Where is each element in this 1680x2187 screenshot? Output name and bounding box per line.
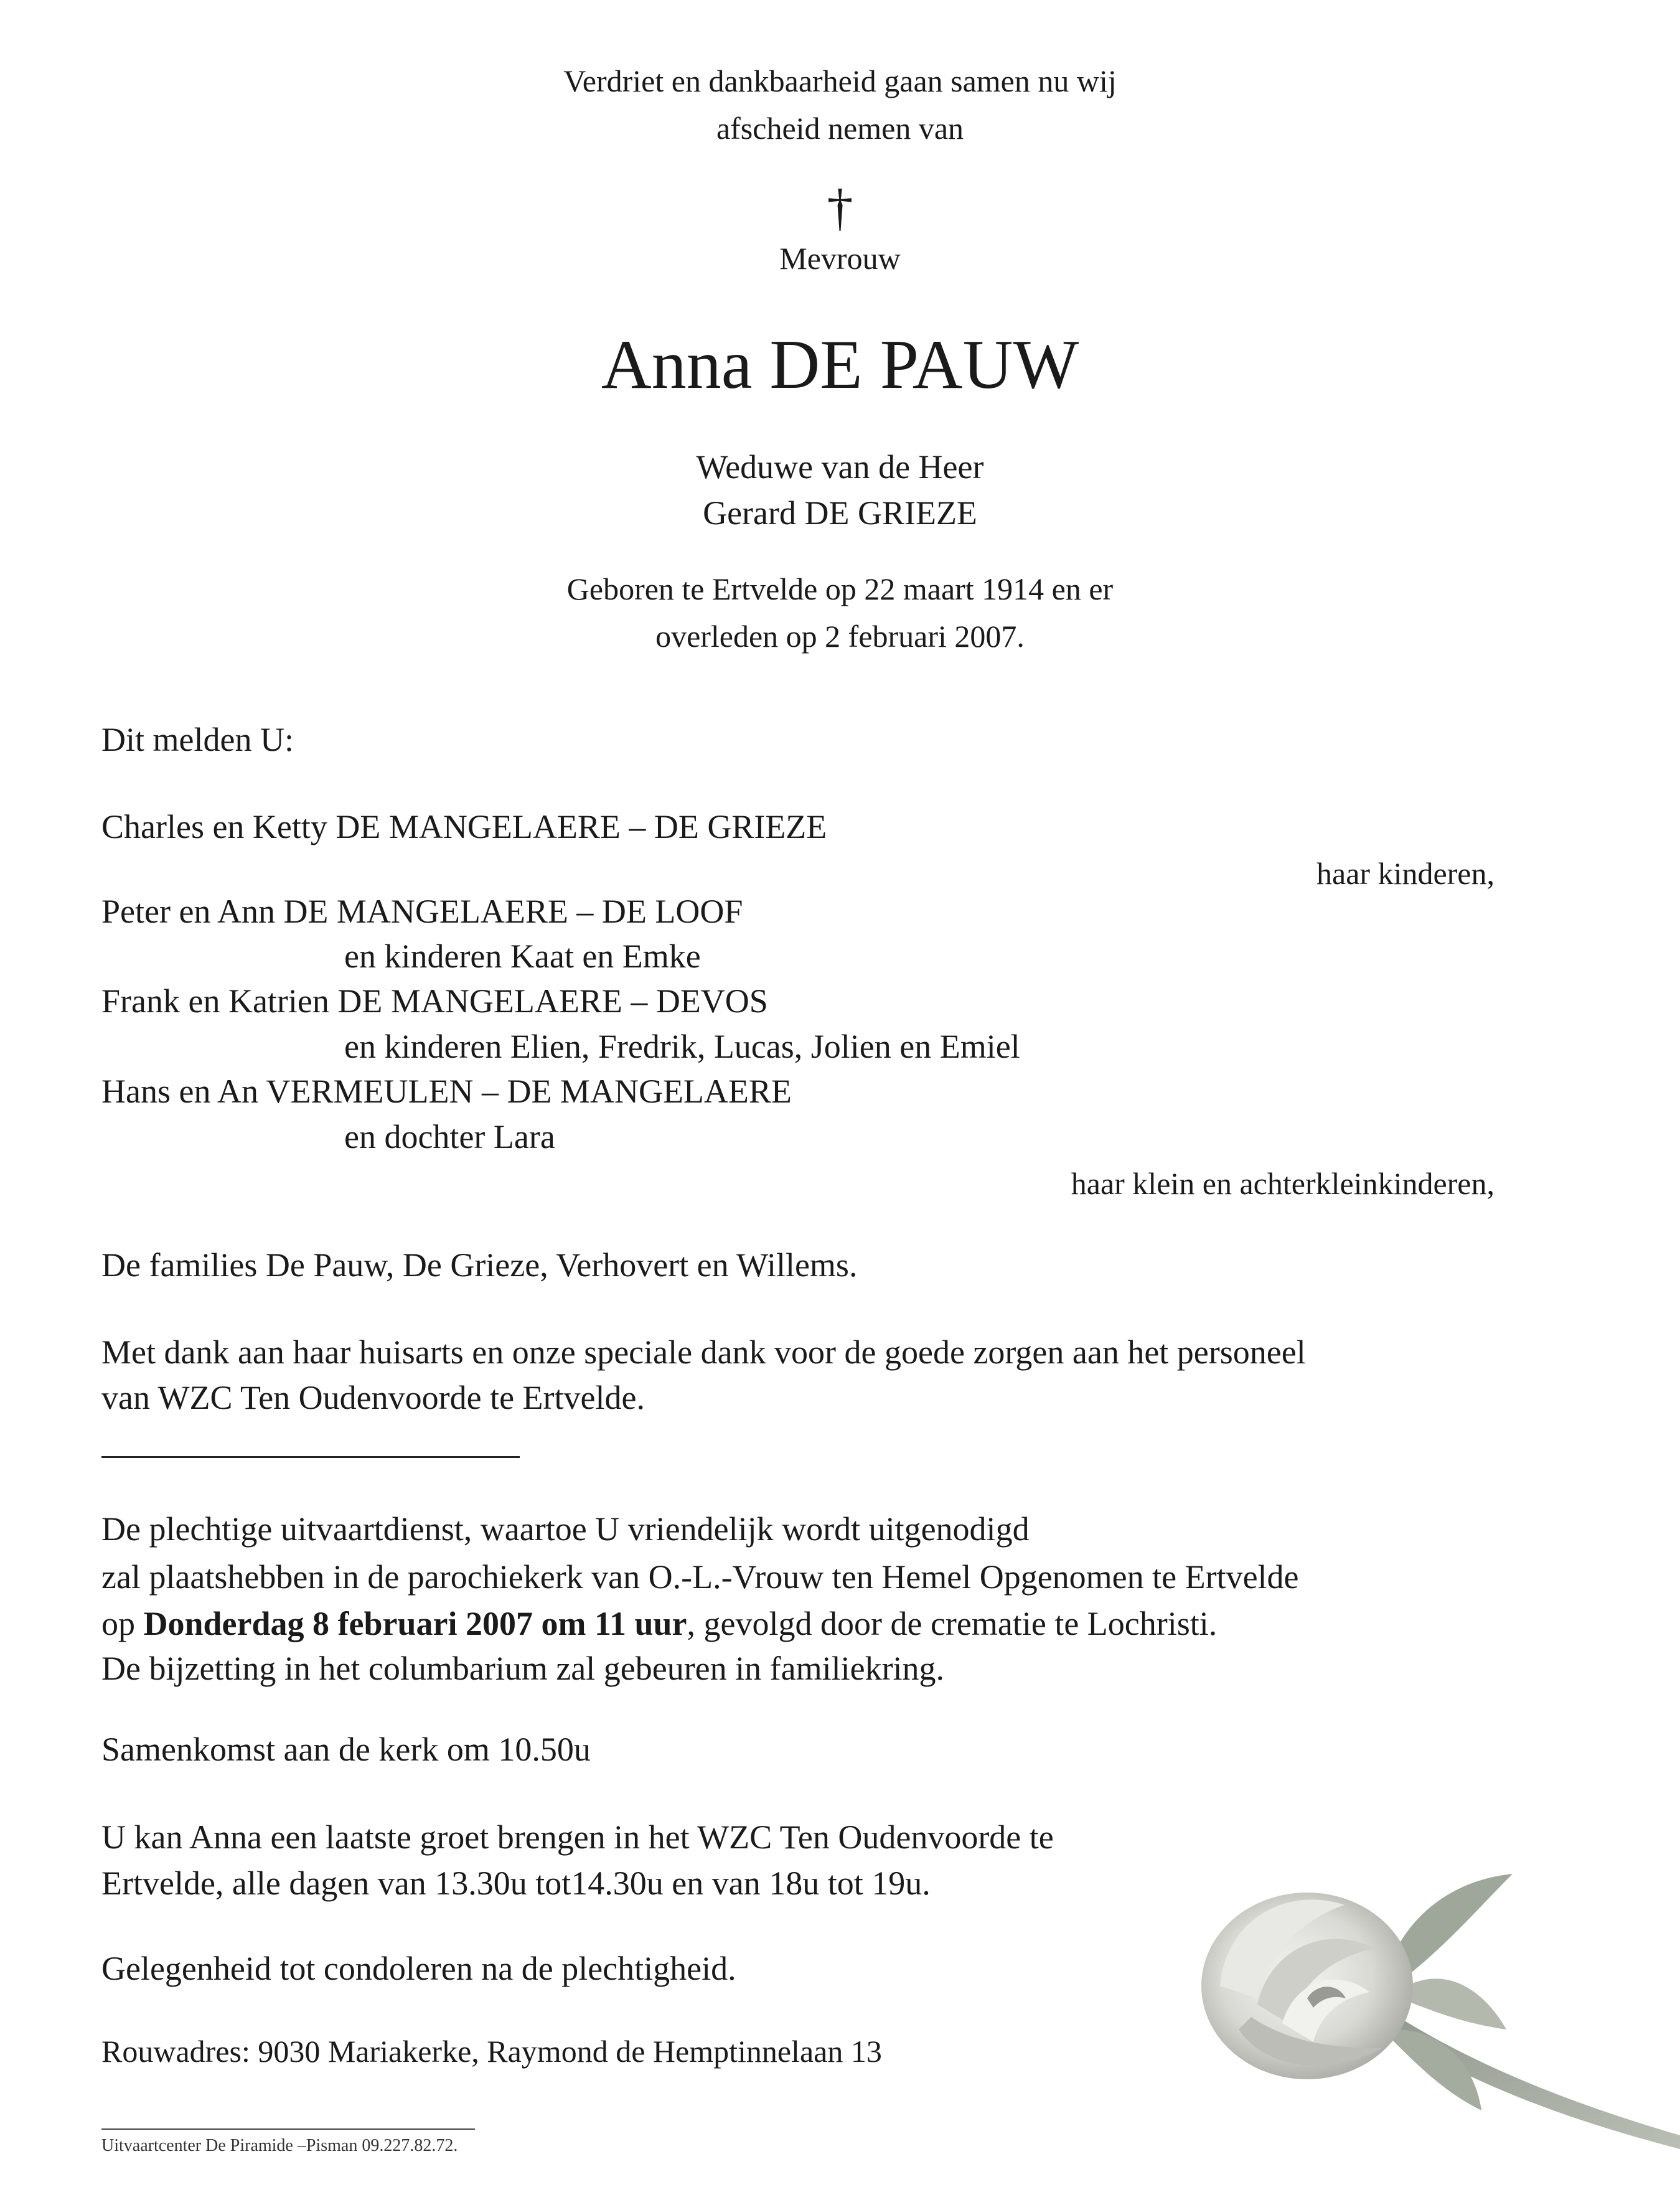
- footer-divider: [101, 2128, 475, 2130]
- families-line: De families De Pauw, De Grieze, Verhovert en Willems.: [101, 1246, 858, 1284]
- rose-icon: [1183, 1843, 1680, 2187]
- grandchild-family-3: Hans en An VERMEULEN – DE MANGELAERE: [101, 1073, 792, 1110]
- widow-line-1: Weduwe van de Heer: [696, 448, 984, 486]
- birth-line-1: Geboren te Ertvelde op 22 maart 1914 en er: [566, 571, 1114, 606]
- salutation: Mevrouw: [779, 241, 901, 276]
- announce-text: Dit melden U:: [101, 721, 294, 758]
- mourning-address: Rouwadres: 9030 Mariakerke, Raymond de Hemptinnelaan 13: [101, 2034, 882, 2069]
- cross-icon: †: [827, 179, 853, 237]
- service-line-3-suffix: , gevolgd door de crematie te Lochristi.: [687, 1605, 1218, 1642]
- widow-of: [0, 444, 1680, 536]
- service-line-1: De plechtige uitvaartdienst, waartoe U vriendelijk wordt uitgenodigd: [101, 1510, 1030, 1548]
- widow-line-2: Gerard DE GRIEZE: [703, 494, 977, 532]
- service-line-4: De bijzetting in het columbarium zal gebeuren in familiekring.: [101, 1650, 945, 1687]
- grandchildren-relation: haar klein en achterkleinkinderen,: [1071, 1166, 1495, 1201]
- visit-line-1: U kan Anna een laatste groet brengen in het WZC Ten Oudenvoorde te: [101, 1818, 1054, 1856]
- service-line-2: zal plaatshebben in de parochiekerk van O.-L.-Vrouw ten Hemel Opgenomen te Ertvelde: [101, 1558, 1299, 1596]
- intro-line-2: afscheid nemen van: [716, 111, 964, 146]
- grandchild-kids-2: en kinderen Elien, Fredrik, Lucas, Jolien en Emiel: [344, 1028, 1020, 1065]
- birth-line-2: overleden op 2 februari 2007.: [655, 619, 1025, 654]
- grandchild-family-1: Peter en Ann DE MANGELAERE – DE LOOF: [101, 893, 743, 930]
- thanks-line-1: Met dank aan haar huisarts en onze speciale dank voor de goede zorgen aan het personeel: [101, 1333, 1306, 1371]
- children-line: Charles en Ketty DE MANGELAERE – DE GRIEZE: [101, 808, 827, 845]
- children-relation: haar kinderen,: [1316, 856, 1495, 891]
- gathering-line: Samenkomst aan de kerk om 10.50u: [101, 1731, 591, 1768]
- condolence-line: Gelegenheid tot condoleren na de plechtigheid.: [101, 1950, 736, 1987]
- grandchild-kids-3: en dochter Lara: [344, 1118, 555, 1155]
- funeral-home-footer: Uitvaartcenter De Piramide –Pisman 09.227.82.72.: [101, 2136, 458, 2155]
- birth-death-info: [0, 565, 1680, 660]
- deceased-name: Anna DE PAUW: [601, 326, 1079, 403]
- service-line-3-prefix: op: [101, 1605, 144, 1642]
- grandchild-family-2: Frank en Katrien DE MANGELAERE – DEVOS: [101, 982, 768, 1020]
- grandchild-kids-1: en kinderen Kaat en Emke: [344, 938, 701, 975]
- service-line-3: [101, 1601, 1217, 1647]
- intro-text: [0, 57, 1680, 152]
- section-divider: [101, 1456, 520, 1458]
- visit-line-2: Ertvelde, alle dagen van 13.30u tot14.30u en van 18u tot 19u.: [101, 1865, 931, 1902]
- intro-line-1: Verdriet en dankbaarheid gaan samen nu wij: [563, 63, 1117, 98]
- thanks-line-2: van WZC Ten Oudenvoorde te Ertvelde.: [101, 1379, 645, 1416]
- service-date-time: Donderdag 8 februari 2007 om 11 uur: [143, 1605, 687, 1642]
